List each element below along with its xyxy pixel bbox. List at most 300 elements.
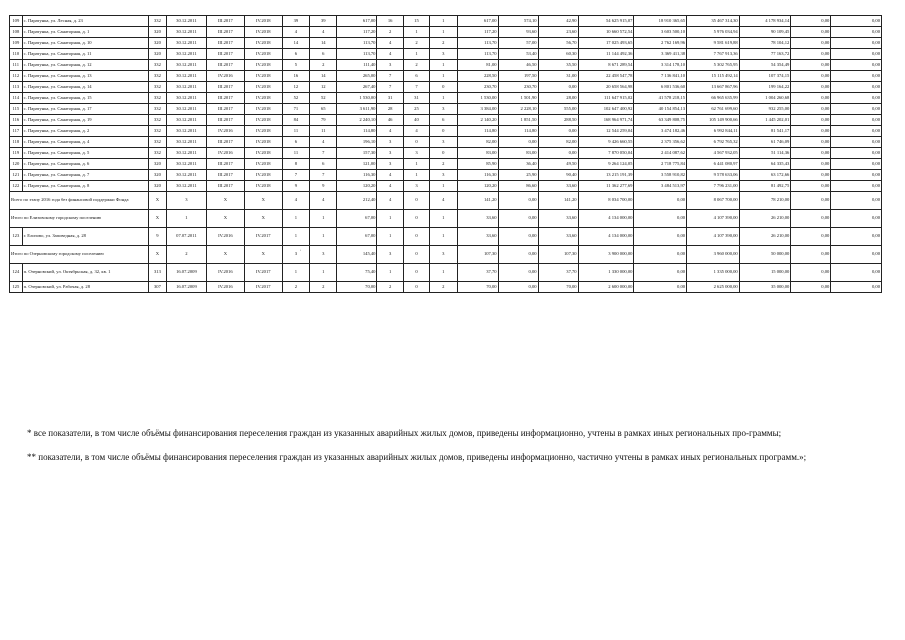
table-cell: 107,30 — [457, 246, 498, 264]
table-cell: 3 603 500,10 — [634, 27, 687, 38]
table-row — [10, 49, 882, 60]
table-cell: 63 172,66 — [739, 170, 791, 181]
table-cell: 2 — [430, 38, 457, 49]
table-cell: 9 — [310, 181, 337, 192]
table-cell: 0,00 — [634, 228, 687, 246]
table-cell: 14 — [310, 38, 337, 49]
table-cell: X — [149, 192, 167, 210]
table-cell: 0,00 — [634, 192, 687, 210]
table-cell: IV.2018 — [244, 137, 282, 148]
table-cell: 3 — [403, 148, 429, 159]
table-cell: III.2017 — [206, 181, 244, 192]
table-cell: 121 — [10, 170, 23, 181]
table-cell: 0,00 — [831, 93, 882, 104]
table-cell: 0,00 — [791, 264, 831, 282]
table-cell: 30.12.2011 — [166, 82, 206, 93]
table-cell: 62 761 699,60 — [687, 104, 740, 115]
table-cell: 117 — [10, 126, 23, 137]
table-cell: 40 154 854,13 — [634, 104, 687, 115]
table-cell: 4 — [377, 38, 403, 49]
table-cell: 0,00 — [831, 264, 882, 282]
table-cell: 0,00 — [498, 137, 538, 148]
table-cell: 1 — [430, 16, 457, 27]
table-cell: 39 — [310, 16, 337, 27]
table-cell: III.2017 — [206, 16, 244, 27]
table-cell: 617,00 — [457, 16, 498, 27]
table-cell: 2 375 356,62 — [634, 137, 687, 148]
table-cell: 124 — [10, 264, 23, 282]
table-row — [10, 181, 882, 192]
table-cell: 1 004 260,68 — [739, 93, 791, 104]
table-cell: 35 467 314,30 — [687, 16, 740, 27]
table-cell: 50 000,00 — [739, 246, 791, 264]
table-cell: 197,50 — [498, 71, 538, 82]
table-cell: 0,00 — [498, 264, 538, 282]
table-cell: 0,00 — [634, 246, 687, 264]
table-cell: IV.2016 — [206, 228, 244, 246]
table-cell: 5 — [282, 60, 309, 71]
table-cell: III.2017 — [206, 49, 244, 60]
table-cell: 4 — [377, 192, 403, 210]
table-cell: III.2017 — [206, 38, 244, 49]
table-cell: X — [206, 210, 244, 228]
table-cell: 53,40 — [498, 49, 538, 60]
table-cell: 2 228,10 — [498, 104, 538, 115]
table-row — [10, 71, 882, 82]
table-cell: 3 611,90 — [337, 104, 377, 115]
table-cell: 66 965 635,99 — [687, 93, 740, 104]
table-cell: 0,00 — [791, 27, 831, 38]
table-cell: 2 240,10 — [337, 115, 377, 126]
table-cell: 0,00 — [634, 210, 687, 228]
table-cell: 0,00 — [831, 246, 882, 264]
table-cell: 0 — [430, 82, 457, 93]
table-cell: III.2017 — [206, 82, 244, 93]
table-cell: 4 — [430, 192, 457, 210]
table-cell: 82,00 — [538, 137, 578, 148]
table-cell: 7 — [310, 148, 337, 159]
table-cell: III.2017 — [206, 137, 244, 148]
table-cell: 0,00 — [831, 104, 882, 115]
table-cell: 307 — [149, 282, 167, 293]
table-cell: 116 — [10, 115, 23, 126]
table-cell: 4 — [403, 126, 429, 137]
table-cell: 17 025 493,65 — [578, 38, 634, 49]
table-cell: 30.12.2011 — [166, 159, 206, 170]
address-cell: с. Паратунка, ул. Санаторная, д. 15 — [22, 93, 148, 104]
table-cell: IV.2018 — [244, 181, 282, 192]
table-cell: 111,40 — [337, 60, 377, 71]
table-cell: 78 104,12 — [739, 38, 791, 49]
table-cell: 0,00 — [831, 49, 882, 60]
table-cell: Итого по Елизовскому городскому поселению — [10, 210, 149, 228]
table-cell: 30.12.2011 — [166, 38, 206, 49]
table-cell: 70,00 — [337, 282, 377, 293]
table-cell: 0,00 — [791, 60, 831, 71]
table-cell: X — [149, 210, 167, 228]
table-cell: 30.12.2011 — [166, 148, 206, 159]
table-cell: п. Озерновский, ул. Октябрьская, д. 32, кв. 1 — [22, 264, 148, 282]
table-cell: 4 107 390,00 — [687, 228, 740, 246]
table-cell: 0,00 — [498, 192, 538, 210]
table-row-123 — [10, 228, 882, 246]
table-cell: 2 — [430, 159, 457, 170]
table-cell: 84 — [282, 115, 309, 126]
table-cell: 11 — [282, 126, 309, 137]
table-cell: 0,00 — [791, 104, 831, 115]
table-cell: 332 — [149, 93, 167, 104]
table-cell: Всего по этапу 2016 года без финансовой поддержки Фонда — [10, 192, 149, 210]
table-row-subtotal-elizovo — [10, 210, 882, 228]
table-cell: 9 578 633,06 — [687, 170, 740, 181]
table-cell: 64 335,43 — [739, 159, 791, 170]
table-cell: 313 — [149, 264, 167, 282]
table-cell: 6 441 080,97 — [687, 159, 740, 170]
table-cell: 4 134 000,00 — [578, 228, 634, 246]
address-cell: с. Паратунка, ул. Санаторная, д. 1 — [22, 27, 148, 38]
table-body — [10, 16, 882, 192]
table-cell: 1 — [377, 228, 403, 246]
table-cell: IV.2018 — [244, 82, 282, 93]
table-cell: 11 — [310, 126, 337, 137]
table-cell: 2 — [310, 282, 337, 293]
table-cell: 0,00 — [831, 192, 882, 210]
table-cell: 1 — [310, 210, 337, 228]
margin-mark: ʹ — [300, 250, 302, 255]
table-cell: 2 — [430, 282, 457, 293]
table-cell: 0,00 — [791, 228, 831, 246]
address-cell: с. Паратунка, ул. Санаторная, д. 5 — [22, 148, 148, 159]
table-cell: 33,60 — [538, 210, 578, 228]
table-cell: 1 — [430, 181, 457, 192]
table-cell: п. Озерновский, ул. Рабочая, д. 28 — [22, 282, 148, 293]
table-cell: III.2017 — [206, 170, 244, 181]
table-cell: 1 445 202,01 — [739, 115, 791, 126]
table-cell: 4 — [310, 27, 337, 38]
address-cell: с. Паратунка, ул. Санаторная, д. 14 — [22, 82, 148, 93]
table-cell: 40 — [403, 115, 429, 126]
table-cell: IV.2018 — [244, 115, 282, 126]
table-cell: 30.12.2011 — [166, 93, 206, 104]
table-cell: 3 — [430, 246, 457, 264]
table-cell: IV.2017 — [244, 264, 282, 282]
table-cell: 102 647 400,92 — [578, 104, 634, 115]
table-cell: 7 — [310, 170, 337, 181]
table-cell: 14 — [310, 71, 337, 82]
table-cell: 107 374,15 — [739, 71, 791, 82]
table-cell: 0,00 — [831, 27, 882, 38]
table-cell: 4 — [310, 192, 337, 210]
table-cell: 122 — [10, 181, 23, 192]
address-cell: с. Паратунка, ул. Санаторная, д. 19 — [22, 115, 148, 126]
address-cell: с. Паратунка, ул. Санаторная, д. 12 — [22, 60, 148, 71]
table-cell: 2 762 169,96 — [634, 38, 687, 49]
table-cell: IV.2018 — [244, 49, 282, 60]
table-cell: 0,00 — [831, 282, 882, 293]
table-cell: 41 578 218,15 — [634, 93, 687, 104]
table-cell: X — [206, 192, 244, 210]
table-row — [10, 126, 882, 137]
table-cell: 30.12.2011 — [166, 126, 206, 137]
table-cell: 3 900 000,00 — [578, 246, 634, 264]
table-cell: 121,00 — [337, 159, 377, 170]
table-cell: X — [244, 210, 282, 228]
table-cell: 199 164,22 — [739, 82, 791, 93]
table-cell: 3 369 411,38 — [634, 49, 687, 60]
table-cell: 3 — [310, 246, 337, 264]
table-cell: IV.2018 — [244, 27, 282, 38]
table-cell: 33,60 — [457, 228, 498, 246]
table-cell: 67,00 — [337, 210, 377, 228]
table-cell: 6 — [310, 49, 337, 60]
table-cell: 49,50 — [538, 159, 578, 170]
table-cell: 332 — [149, 126, 167, 137]
table-cell: 2 — [310, 60, 337, 71]
table-cell: IV.2018 — [244, 104, 282, 115]
table-cell: 65 — [310, 104, 337, 115]
table-cell: 320 — [149, 181, 167, 192]
table-cell: 1 501,90 — [498, 93, 538, 104]
table-cell: 3 960 000,00 — [687, 246, 740, 264]
table-cell: 141,20 — [457, 192, 498, 210]
table-row-125 — [10, 282, 882, 293]
table-cell: 4 — [377, 181, 403, 192]
table-cell: IV.2018 — [244, 170, 282, 181]
address-cell: с. Паратунка, ул. Санаторная, д. 17 — [22, 104, 148, 115]
table-cell: 67,00 — [337, 228, 377, 246]
table-cell: 0,00 — [831, 82, 882, 93]
table-cell: 0,00 — [831, 115, 882, 126]
table-row-subtotal-ozernovsk — [10, 246, 882, 264]
table-cell: 141,20 — [538, 192, 578, 210]
table-cell: 28 — [377, 104, 403, 115]
table-cell: 25,90 — [498, 170, 538, 181]
table-cell: 0,00 — [791, 126, 831, 137]
housing-relocation-table — [9, 15, 882, 293]
table-cell: 332 — [149, 82, 167, 93]
table-cell: 9 581 619,88 — [687, 38, 740, 49]
table-cell: 1 — [282, 210, 309, 228]
table-cell: IV.2018 — [244, 16, 282, 27]
table-cell: 52 — [310, 93, 337, 104]
table-cell: 52 — [282, 93, 309, 104]
table-cell: 105 149 900,66 — [687, 115, 740, 126]
table-cell: 12 — [282, 82, 309, 93]
table-cell: 3 — [430, 170, 457, 181]
table-cell: 617,00 — [337, 16, 377, 27]
table-cell: 57,00 — [498, 38, 538, 49]
table-cell: 25 — [403, 104, 429, 115]
table-cell: 168 964 971,74 — [578, 115, 634, 126]
table-cell: 5 976 034,94 — [687, 27, 740, 38]
table-cell: 1 335 000,00 — [687, 264, 740, 282]
table-cell: 37,70 — [538, 264, 578, 282]
table-row — [10, 60, 882, 71]
table-cell: 3 474 182,46 — [634, 126, 687, 137]
table-cell: 54 354,49 — [739, 60, 791, 71]
table-cell: 2 — [166, 246, 206, 264]
table-cell: 574,10 — [498, 16, 538, 27]
table-cell: 16 — [282, 71, 309, 82]
table-cell: 18 910 365,65 — [634, 16, 687, 27]
table-cell: 33,60 — [457, 210, 498, 228]
table-cell: 113,70 — [337, 38, 377, 49]
table-cell: 3 384,00 — [457, 104, 498, 115]
table-cell: 0,00 — [791, 159, 831, 170]
table-cell: 7 — [377, 82, 403, 93]
table-cell: 1 330 000,00 — [578, 264, 634, 282]
table-cell: 3 — [377, 148, 403, 159]
address-cell: с. Паратунка, ул. Санаторная, д. 4 — [22, 137, 148, 148]
table-cell: 7 — [377, 71, 403, 82]
table-cell: IV.2016 — [206, 126, 244, 137]
table-cell: 3 — [430, 49, 457, 60]
table-cell: 23,60 — [538, 27, 578, 38]
table-cell: г. Елизово, ул. Заповедная, д. 28 — [22, 228, 148, 246]
table-cell: III.2017 — [206, 159, 244, 170]
table-cell: 0,00 — [791, 82, 831, 93]
table-cell: 6 — [403, 71, 429, 82]
table-cell: III.2017 — [206, 115, 244, 126]
table-cell: 11 — [282, 148, 309, 159]
table-cell: 3 — [377, 137, 403, 148]
table-cell: 4 134 000,00 — [578, 210, 634, 228]
table-cell: 2 — [403, 38, 429, 49]
table-cell: 320 — [149, 27, 167, 38]
table-cell: 30.12.2011 — [166, 181, 206, 192]
table-cell: 0,00 — [538, 126, 578, 137]
table-body-bottom — [10, 192, 882, 293]
table-cell: 0,00 — [634, 264, 687, 282]
table-cell: IV.2016 — [206, 264, 244, 282]
table-cell: 0,00 — [831, 126, 882, 137]
table-cell: 1 — [377, 210, 403, 228]
table-cell: 0,00 — [498, 228, 538, 246]
table-cell: 54 625 915,07 — [578, 16, 634, 27]
table-row — [10, 170, 882, 181]
table-cell: 46,50 — [498, 60, 538, 71]
table-cell: 16 — [377, 16, 403, 27]
table-cell: 2 140,20 — [457, 115, 498, 126]
table-cell: 9 426 660,55 — [578, 137, 634, 148]
table-cell: 0,00 — [831, 71, 882, 82]
table-cell: 6 801 536,60 — [634, 82, 687, 93]
table-cell: IV.2018 — [244, 159, 282, 170]
table-cell: 120,20 — [337, 181, 377, 192]
table-cell: 51 114,36 — [739, 148, 791, 159]
table-cell: 120 — [10, 159, 23, 170]
table-cell: 228,50 — [457, 71, 498, 82]
table-cell: 7 767 913,36 — [687, 49, 740, 60]
table-cell: 33,60 — [538, 228, 578, 246]
table-cell: 0,00 — [831, 210, 882, 228]
table-cell: 0,00 — [831, 16, 882, 27]
table-cell: 3 — [430, 137, 457, 148]
table-cell: 0,00 — [831, 148, 882, 159]
table-cell: 113 — [10, 82, 23, 93]
table-row — [10, 93, 882, 104]
table-cell: 71 — [282, 104, 309, 115]
table-cell: 1 — [403, 159, 429, 170]
table-cell: 31 — [377, 93, 403, 104]
table-cell: 9 — [282, 181, 309, 192]
table-cell: 4 — [282, 192, 309, 210]
table-cell: 114,80 — [457, 126, 498, 137]
table-cell: 1 — [166, 210, 206, 228]
table-cell: 1 — [377, 264, 403, 282]
table-cell: 28,00 — [538, 93, 578, 104]
table-cell: 3 — [430, 104, 457, 115]
table-cell: 1 — [282, 264, 309, 282]
table-cell: 11 144 492,36 — [578, 49, 634, 60]
table-cell: 332 — [149, 137, 167, 148]
table-cell: 1 — [430, 93, 457, 104]
table-cell: III.2017 — [206, 27, 244, 38]
table-cell: 30.12.2011 — [166, 49, 206, 60]
table-cell: 0,00 — [831, 159, 882, 170]
table-cell: 6 792 765,32 — [687, 137, 740, 148]
table-cell: 0,00 — [791, 246, 831, 264]
table-cell: 20 658 564,98 — [578, 82, 634, 93]
table-cell: 108 — [10, 27, 23, 38]
table-cell: 3 558 910,82 — [634, 170, 687, 181]
table-cell: 85,90 — [457, 159, 498, 170]
table-cell: III.2017 — [206, 93, 244, 104]
table-cell: 60,30 — [538, 49, 578, 60]
table-cell: 90 109,45 — [739, 27, 791, 38]
table-cell: 288,50 — [538, 115, 578, 126]
table-cell: 8 034 700,00 — [578, 192, 634, 210]
table-cell: 113,70 — [457, 38, 498, 49]
table-cell: 2 414 087,62 — [634, 148, 687, 159]
table-cell: 0 — [403, 282, 429, 293]
table-cell: 1 — [403, 49, 429, 60]
table-cell: 13 215 191,39 — [578, 170, 634, 181]
address-cell: с. Паратунка, ул. Санаторная, д. 6 — [22, 159, 148, 170]
table-cell: 320 — [149, 38, 167, 49]
footnote-single-star: * все показатели, в том числе объёмы финансирования переселения граждан из указанных аварийных жилых домов, приведены информационно, учтены в рамках иных региональных про-граммы; — [27, 428, 782, 438]
table-cell: 6 — [430, 115, 457, 126]
table-cell: 70,00 — [538, 282, 578, 293]
table-cell: 1 — [403, 170, 429, 181]
table-cell: 2 — [403, 60, 429, 71]
table-cell: 13 667 867,96 — [687, 82, 740, 93]
table-cell: 113,70 — [457, 49, 498, 60]
table-cell: 932 255,00 — [739, 104, 791, 115]
table-cell: 4 107 390,00 — [687, 210, 740, 228]
address-cell: с. Паратунка, ул. Санаторная, д. 7 — [22, 170, 148, 181]
table-cell: 30.12.2011 — [166, 170, 206, 181]
table-cell: IV.2017 — [244, 282, 282, 293]
address-cell: с. Паратунка, ул. Санаторная, д. 2 — [22, 126, 148, 137]
table-cell: 70,00 — [457, 282, 498, 293]
table-cell: 115 — [10, 104, 23, 115]
table-cell: 1 530,00 — [457, 93, 498, 104]
table-cell: X — [244, 246, 282, 264]
table-cell: 7 136 841,10 — [634, 71, 687, 82]
table-cell: 2 — [282, 282, 309, 293]
table-cell: 0 — [430, 148, 457, 159]
table-cell: 8 — [282, 159, 309, 170]
table-cell: 35,50 — [538, 60, 578, 71]
table-cell: 90,40 — [538, 170, 578, 181]
table-cell: 0,00 — [831, 137, 882, 148]
table-row — [10, 16, 882, 27]
table-cell: 75,40 — [337, 264, 377, 282]
table-cell: IV.2018 — [244, 93, 282, 104]
table-cell: 0,00 — [538, 82, 578, 93]
table-cell: 212,40 — [337, 192, 377, 210]
